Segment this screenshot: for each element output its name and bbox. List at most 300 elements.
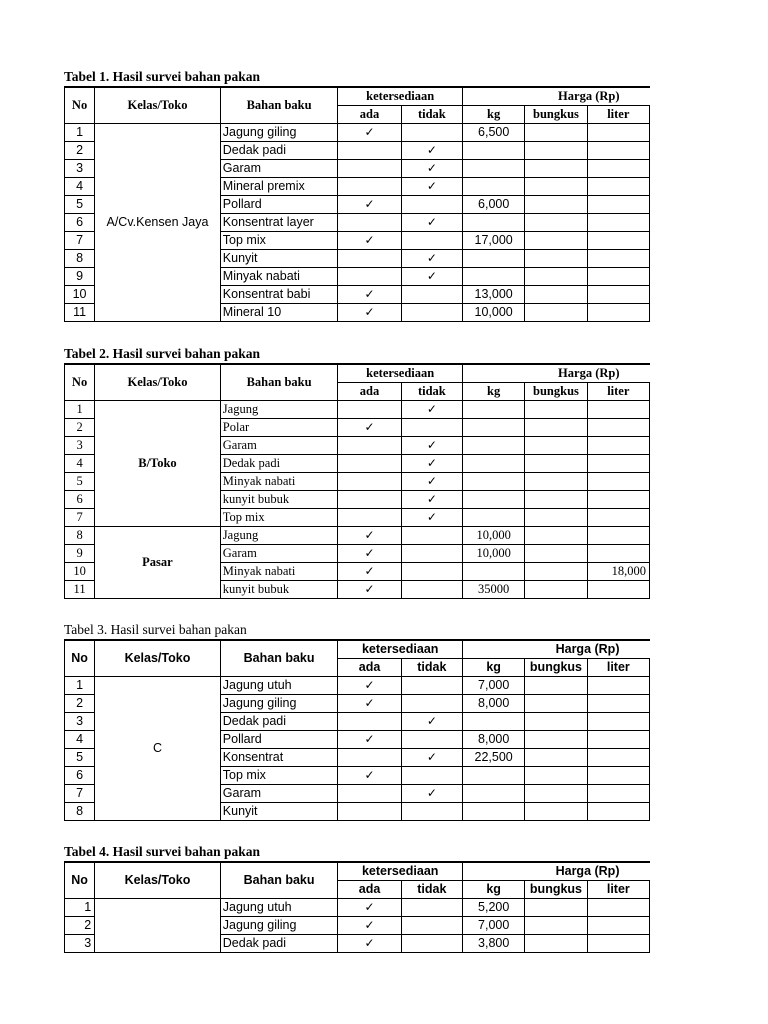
cell-no: 1	[65, 899, 95, 917]
cell-ada	[338, 437, 401, 455]
cell-no: 6	[65, 491, 95, 509]
col-header-bungkus: bungkus	[525, 106, 587, 124]
cell-ada	[338, 401, 401, 419]
cell-ada	[338, 178, 401, 196]
cell-ada	[338, 160, 401, 178]
cell-bungkus	[525, 581, 587, 599]
cell-bahan-baku: Top mix	[220, 232, 338, 250]
cell-kg	[463, 491, 525, 509]
col-header-ada: ada	[338, 881, 401, 899]
cell-no: 2	[65, 695, 95, 713]
cell-bahan-baku: Jagung giling	[220, 695, 338, 713]
cell-bungkus	[525, 250, 587, 268]
col-header-bahan: Bahan baku	[220, 862, 338, 899]
cell-bahan-baku: Mineral 10	[220, 304, 338, 322]
cell-kg: 8,000	[463, 731, 525, 749]
cell-tidak	[401, 749, 462, 767]
cell-no: 9	[65, 545, 95, 563]
col-header-harga: Harga (Rp)	[463, 862, 650, 881]
check-icon: ✓	[426, 269, 437, 283]
table-row	[65, 527, 650, 545]
cell-bungkus	[525, 731, 587, 749]
cell-kg: 6,500	[463, 124, 525, 142]
check-icon: ✓	[364, 918, 375, 932]
cell-ada	[338, 695, 401, 713]
cell-kg: 13,000	[463, 286, 525, 304]
cell-bahan-baku: Konsentrat babi	[220, 286, 338, 304]
cell-bungkus	[525, 785, 587, 803]
cell-kg: 10,000	[463, 527, 525, 545]
col-header-kg: kg	[463, 106, 525, 124]
col-header-ada: ada	[338, 659, 401, 677]
cell-bahan-baku: Polar	[220, 419, 338, 437]
check-icon: ✓	[364, 233, 375, 247]
cell-liter	[587, 785, 649, 803]
col-header-ketersediaan: ketersediaan	[338, 862, 463, 881]
cell-bungkus	[525, 563, 587, 581]
col-header-no: No	[65, 364, 95, 401]
cell-kg: 5,200	[463, 899, 525, 917]
col-header-kelas: Kelas/Toko	[95, 862, 221, 899]
survey-table-4	[64, 843, 650, 953]
cell-no: 10	[65, 286, 95, 304]
cell-bungkus	[525, 917, 587, 935]
cell-no: 8	[65, 250, 95, 268]
cell-bahan-baku: Konsentrat layer	[220, 214, 338, 232]
col-header-liter: liter	[587, 383, 649, 401]
cell-kelas-toko: A/Cv.Kensen Jaya	[95, 124, 221, 322]
cell-no: 6	[65, 214, 95, 232]
col-header-harga: Harga (Rp)	[463, 640, 650, 659]
cell-tidak	[401, 713, 462, 731]
cell-tidak	[401, 178, 462, 196]
cell-bahan-baku: Jagung giling	[220, 917, 338, 935]
cell-no: 1	[65, 677, 95, 695]
cell-kg: 35000	[463, 581, 525, 599]
cell-no: 1	[65, 124, 95, 142]
cell-bahan-baku: Minyak nabati	[220, 563, 338, 581]
cell-bahan-baku: Jagung utuh	[220, 899, 338, 917]
cell-no: 1	[65, 401, 95, 419]
col-header-tidak: tidak	[401, 881, 462, 899]
check-icon: ✓	[426, 179, 437, 193]
cell-kg: 10,000	[463, 304, 525, 322]
cell-bahan-baku: kunyit bubuk	[220, 491, 338, 509]
col-header-harga: Harga (Rp)	[463, 87, 650, 106]
cell-bungkus	[525, 803, 587, 821]
check-icon: ✓	[364, 420, 375, 434]
cell-liter	[587, 473, 649, 491]
cell-ada	[338, 581, 401, 599]
col-header-bahan: Bahan baku	[220, 640, 338, 677]
col-header-kelas: Kelas/Toko	[95, 87, 221, 124]
survey-table	[64, 86, 650, 322]
cell-ada	[338, 473, 401, 491]
cell-tidak	[401, 214, 462, 232]
header-row	[65, 87, 650, 106]
cell-bungkus	[525, 437, 587, 455]
check-icon: ✓	[426, 786, 437, 800]
cell-kelas-toko: B/Toko	[95, 401, 221, 527]
col-header-no: No	[65, 87, 95, 124]
cell-liter	[587, 401, 649, 419]
check-icon: ✓	[426, 161, 437, 175]
cell-kg: 7,000	[463, 677, 525, 695]
cell-bahan-baku: Dedak padi	[220, 142, 338, 160]
cell-tidak	[401, 304, 462, 322]
cell-liter	[587, 767, 649, 785]
cell-kg: 7,000	[463, 917, 525, 935]
col-header-liter: liter	[587, 106, 649, 124]
cell-ada	[338, 214, 401, 232]
survey-table-2	[64, 345, 650, 599]
cell-bahan-baku: Garam	[220, 437, 338, 455]
cell-bungkus	[525, 196, 587, 214]
cell-bahan-baku: Garam	[220, 545, 338, 563]
cell-bahan-baku: Minyak nabati	[220, 268, 338, 286]
cell-ada	[338, 304, 401, 322]
cell-no: 3	[65, 713, 95, 731]
cell-bungkus	[525, 713, 587, 731]
cell-no: 5	[65, 749, 95, 767]
cell-bungkus	[525, 509, 587, 527]
cell-bahan-baku: Dedak padi	[220, 935, 338, 953]
col-header-bahan: Bahan baku	[220, 364, 338, 401]
cell-no: 2	[65, 917, 95, 935]
check-icon: ✓	[364, 287, 375, 301]
check-icon: ✓	[364, 900, 375, 914]
table-title: Tabel 2. Hasil survei bahan pakan	[64, 346, 261, 361]
cell-bahan-baku: Jagung utuh	[220, 677, 338, 695]
cell-bahan-baku: Minyak nabati	[220, 473, 338, 491]
cell-tidak	[401, 695, 462, 713]
col-header-ketersediaan: ketersediaan	[338, 640, 463, 659]
cell-liter	[587, 455, 649, 473]
cell-tidak	[401, 581, 462, 599]
table-title: Tabel 3. Hasil survei bahan pakan	[64, 622, 247, 637]
col-header-kelas: Kelas/Toko	[95, 364, 221, 401]
col-header-kg: kg	[463, 659, 525, 677]
cell-ada	[338, 803, 401, 821]
check-icon: ✓	[426, 492, 437, 506]
col-header-tidak: tidak	[401, 659, 462, 677]
check-icon: ✓	[364, 582, 375, 596]
cell-ada	[338, 899, 401, 917]
col-header-bungkus: bungkus	[525, 881, 587, 899]
cell-liter	[587, 899, 649, 917]
cell-liter	[587, 419, 649, 437]
cell-bungkus	[525, 767, 587, 785]
cell-liter: 18,000	[587, 563, 649, 581]
cell-bahan-baku: Jagung	[220, 401, 338, 419]
cell-kg	[463, 767, 525, 785]
cell-tidak	[401, 437, 462, 455]
survey-table	[64, 639, 650, 821]
header-row	[65, 862, 650, 881]
cell-kg: 8,000	[463, 695, 525, 713]
cell-liter	[587, 142, 649, 160]
cell-ada	[338, 713, 401, 731]
cell-no: 5	[65, 196, 95, 214]
cell-no: 7	[65, 785, 95, 803]
cell-tidak	[401, 250, 462, 268]
table-title: Tabel 1. Hasil survei bahan pakan	[64, 69, 261, 84]
cell-liter	[587, 268, 649, 286]
cell-kg	[463, 473, 525, 491]
cell-kg	[463, 713, 525, 731]
col-header-no: No	[65, 640, 95, 677]
survey-table	[64, 861, 650, 953]
cell-bahan-baku: Top mix	[220, 509, 338, 527]
cell-tidak	[401, 232, 462, 250]
col-header-ketersediaan: ketersediaan	[338, 87, 463, 106]
cell-no: 2	[65, 142, 95, 160]
cell-ada	[338, 142, 401, 160]
cell-tidak	[401, 473, 462, 491]
cell-ada	[338, 286, 401, 304]
cell-liter	[587, 527, 649, 545]
cell-kg	[463, 142, 525, 160]
cell-no: 7	[65, 509, 95, 527]
cell-kg	[463, 803, 525, 821]
header-row	[65, 640, 650, 659]
cell-liter	[587, 545, 649, 563]
cell-kg: 3,800	[463, 935, 525, 953]
cell-ada	[338, 545, 401, 563]
cell-kg	[463, 563, 525, 581]
check-icon: ✓	[426, 456, 437, 470]
cell-bungkus	[525, 304, 587, 322]
col-header-kelas: Kelas/Toko	[95, 640, 221, 677]
cell-ada	[338, 935, 401, 953]
check-icon: ✓	[364, 546, 375, 560]
cell-tidak	[401, 785, 462, 803]
cell-liter	[587, 695, 649, 713]
cell-tidak	[401, 142, 462, 160]
cell-bahan-baku: Pollard	[220, 196, 338, 214]
cell-liter	[587, 124, 649, 142]
check-icon: ✓	[364, 125, 375, 139]
cell-ada	[338, 124, 401, 142]
table-title: Tabel 4. Hasil survei bahan pakan	[64, 844, 261, 859]
cell-bahan-baku: Mineral premix	[220, 178, 338, 196]
cell-kg	[463, 785, 525, 803]
cell-liter	[587, 731, 649, 749]
cell-bahan-baku: Konsentrat	[220, 749, 338, 767]
cell-bungkus	[525, 491, 587, 509]
cell-bungkus	[525, 677, 587, 695]
cell-bahan-baku: Garam	[220, 160, 338, 178]
cell-tidak	[401, 935, 462, 953]
check-icon: ✓	[426, 215, 437, 229]
cell-ada	[338, 268, 401, 286]
check-icon: ✓	[426, 474, 437, 488]
cell-kg: 17,000	[463, 232, 525, 250]
cell-bungkus	[525, 935, 587, 953]
cell-tidak	[401, 767, 462, 785]
cell-liter	[587, 232, 649, 250]
cell-liter	[587, 749, 649, 767]
cell-tidak	[401, 160, 462, 178]
check-icon: ✓	[364, 197, 375, 211]
cell-ada	[338, 232, 401, 250]
cell-kg	[463, 455, 525, 473]
cell-tidak	[401, 731, 462, 749]
cell-kg	[463, 401, 525, 419]
cell-bahan-baku: Jagung	[220, 527, 338, 545]
cell-ada	[338, 767, 401, 785]
check-icon: ✓	[426, 510, 437, 524]
cell-no: 3	[65, 935, 95, 953]
cell-tidak	[401, 124, 462, 142]
cell-liter	[587, 803, 649, 821]
cell-liter	[587, 677, 649, 695]
cell-kg	[463, 509, 525, 527]
cell-bungkus	[525, 214, 587, 232]
cell-kg	[463, 160, 525, 178]
cell-liter	[587, 196, 649, 214]
cell-kg	[463, 419, 525, 437]
cell-no: 10	[65, 563, 95, 581]
cell-bahan-baku: Jagung giling	[220, 124, 338, 142]
cell-bahan-baku: Dedak padi	[220, 713, 338, 731]
cell-ada	[338, 250, 401, 268]
cell-ada	[338, 419, 401, 437]
header-row	[65, 364, 650, 383]
cell-kg	[463, 250, 525, 268]
cell-tidak	[401, 527, 462, 545]
check-icon: ✓	[426, 438, 437, 452]
cell-no: 6	[65, 767, 95, 785]
cell-tidak	[401, 268, 462, 286]
cell-tidak	[401, 419, 462, 437]
cell-ada	[338, 563, 401, 581]
cell-ada	[338, 527, 401, 545]
cell-no: 4	[65, 178, 95, 196]
cell-ada	[338, 917, 401, 935]
cell-bungkus	[525, 749, 587, 767]
cell-liter	[587, 713, 649, 731]
cell-tidak	[401, 401, 462, 419]
cell-liter	[587, 437, 649, 455]
check-icon: ✓	[426, 714, 437, 728]
col-header-ada: ada	[338, 383, 401, 401]
cell-ada	[338, 196, 401, 214]
col-header-harga: Harga (Rp)	[463, 364, 650, 383]
cell-ada	[338, 491, 401, 509]
table-row	[65, 677, 650, 695]
col-header-bahan: Bahan baku	[220, 87, 338, 124]
check-icon: ✓	[364, 768, 375, 782]
cell-bungkus	[525, 419, 587, 437]
cell-tidak	[401, 455, 462, 473]
check-icon: ✓	[364, 528, 375, 542]
cell-liter	[587, 160, 649, 178]
cell-bungkus	[525, 899, 587, 917]
cell-no: 5	[65, 473, 95, 491]
cell-no: 4	[65, 731, 95, 749]
cell-bungkus	[525, 178, 587, 196]
col-header-bungkus: bungkus	[525, 383, 587, 401]
cell-liter	[587, 917, 649, 935]
cell-tidak	[401, 899, 462, 917]
cell-no: 3	[65, 437, 95, 455]
col-header-tidak: tidak	[401, 383, 462, 401]
survey-table-3	[64, 621, 650, 821]
cell-liter	[587, 286, 649, 304]
cell-tidak	[401, 491, 462, 509]
cell-kelas-toko: C	[95, 677, 221, 821]
cell-tidak	[401, 677, 462, 695]
cell-kg: 10,000	[463, 545, 525, 563]
cell-bahan-baku: Dedak padi	[220, 455, 338, 473]
cell-ada	[338, 749, 401, 767]
cell-kg: 6,000	[463, 196, 525, 214]
cell-ada	[338, 455, 401, 473]
survey-table	[64, 363, 650, 599]
cell-tidak	[401, 286, 462, 304]
cell-no: 8	[65, 527, 95, 545]
cell-kelas-toko: Pasar	[95, 527, 221, 599]
check-icon: ✓	[364, 936, 375, 950]
cell-no: 8	[65, 803, 95, 821]
cell-bungkus	[525, 455, 587, 473]
col-header-no: No	[65, 862, 95, 899]
cell-kg	[463, 268, 525, 286]
cell-ada	[338, 731, 401, 749]
check-icon: ✓	[426, 251, 437, 265]
cell-tidak	[401, 196, 462, 214]
cell-kg	[463, 214, 525, 232]
check-icon: ✓	[364, 696, 375, 710]
cell-kelas-toko	[95, 899, 221, 953]
cell-bungkus	[525, 401, 587, 419]
cell-ada	[338, 677, 401, 695]
cell-no: 11	[65, 304, 95, 322]
cell-bungkus	[525, 232, 587, 250]
cell-bungkus	[525, 527, 587, 545]
check-icon: ✓	[426, 143, 437, 157]
cell-liter	[587, 491, 649, 509]
cell-bahan-baku: Garam	[220, 785, 338, 803]
cell-tidak	[401, 803, 462, 821]
cell-kg: 22,500	[463, 749, 525, 767]
check-icon: ✓	[364, 678, 375, 692]
check-icon: ✓	[426, 750, 437, 764]
col-header-tidak: tidak	[401, 106, 462, 124]
survey-table-1	[64, 68, 650, 322]
check-icon: ✓	[364, 732, 375, 746]
cell-tidak	[401, 917, 462, 935]
check-icon: ✓	[364, 305, 375, 319]
cell-no: 9	[65, 268, 95, 286]
cell-bungkus	[525, 268, 587, 286]
cell-liter	[587, 581, 649, 599]
cell-liter	[587, 935, 649, 953]
col-header-ada: ada	[338, 106, 401, 124]
table-row	[65, 899, 650, 917]
col-header-kg: kg	[463, 383, 525, 401]
cell-bungkus	[525, 160, 587, 178]
cell-liter	[587, 178, 649, 196]
cell-bahan-baku: Top mix	[220, 767, 338, 785]
cell-kg	[463, 178, 525, 196]
cell-no: 3	[65, 160, 95, 178]
cell-bahan-baku: Kunyit	[220, 803, 338, 821]
col-header-liter: liter	[587, 659, 649, 677]
col-header-ketersediaan: ketersediaan	[338, 364, 463, 383]
cell-kg	[463, 437, 525, 455]
